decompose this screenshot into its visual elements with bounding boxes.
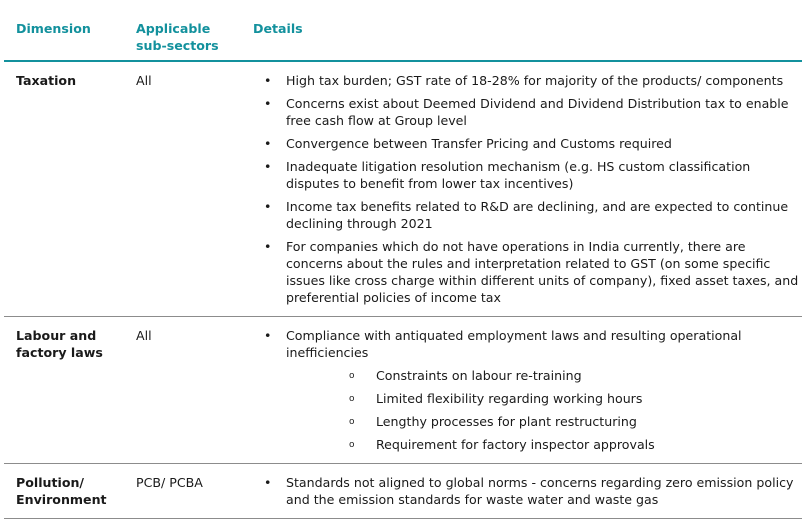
subsectors-cell: All [136, 328, 152, 343]
details-cell [241, 61, 802, 317]
subsectors-cell: PCB/ PCBA [136, 475, 203, 490]
header-subsectors: Applicable sub-sectors [136, 21, 219, 53]
circle-bullet-icon: o [349, 440, 355, 450]
sub-list-item-text: Limited flexibility regarding working hours [376, 391, 643, 406]
bullet-icon: • [264, 73, 272, 88]
list-item [253, 72, 802, 89]
details-cell [241, 317, 802, 464]
bullet-icon: • [264, 328, 272, 343]
list-item-text: Income tax benefits related to R&D are declining, and are expected to continue declining through 2021 [286, 199, 789, 231]
list-item [253, 95, 802, 129]
table-header-row [4, 6, 802, 61]
header-details: Details [253, 21, 303, 36]
dimension-cell: Pollution/ Environment [16, 475, 107, 507]
bullet-icon: • [264, 96, 272, 111]
sub-list-item-text: Constraints on labour re-training [376, 368, 582, 383]
list-item-text: Compliance with antiquated employment laws and resulting operational inefficiencies [286, 328, 742, 360]
sub-details-list [253, 367, 802, 453]
list-item [253, 158, 802, 192]
details-list [253, 327, 802, 361]
subsectors-cell: All [136, 73, 152, 88]
circle-bullet-icon: o [349, 371, 355, 381]
bullet-icon: • [264, 475, 272, 490]
details-cell [241, 464, 802, 519]
bullet-icon: • [264, 239, 272, 254]
list-item [253, 327, 802, 361]
list-item-text: Standards not aligned to global norms - concerns regarding zero emission policy and the emission standards for waste water and waste gas [286, 475, 794, 507]
regulatory-table [4, 6, 802, 519]
sub-list-item [253, 367, 802, 384]
sub-list-item [253, 436, 802, 453]
list-item [253, 135, 802, 152]
list-item-text: Inadequate litigation resolution mechanism (e.g. HS custom classification disputes to benefit from lower tax incentives) [286, 159, 751, 191]
circle-bullet-icon: o [349, 394, 355, 404]
list-item-text: Convergence between Transfer Pricing and Customs required [286, 136, 672, 151]
list-item-text: Concerns exist about Deemed Dividend and Dividend Distribution tax to enable free cash flow at Group level [286, 96, 789, 128]
dimension-cell: Labour and factory laws [16, 328, 103, 360]
sub-list-item-text: Lengthy processes for plant restructuring [376, 414, 637, 429]
header-dimension: Dimension [16, 21, 91, 36]
table-row-pollution [4, 464, 802, 519]
bullet-icon: • [264, 159, 272, 174]
list-item-text: For companies which do not have operations in India currently, there are concerns about the rules and interpretation related to GST (on some specific issues like cross charge within different units of company), fixed asset taxes, and preferential policies of income tax [286, 239, 799, 305]
list-item-text: High tax burden; GST rate of 18-28% for majority of the products/ components [286, 73, 784, 88]
details-list [253, 72, 802, 306]
circle-bullet-icon: o [349, 417, 355, 427]
sub-list-item [253, 413, 802, 430]
list-item [253, 198, 802, 232]
sub-list-item-text: Requirement for factory inspector approvals [376, 437, 655, 452]
table-row-taxation [4, 61, 802, 317]
table-row-labour [4, 317, 802, 464]
sub-list-item [253, 390, 802, 407]
dimension-cell: Taxation [16, 73, 77, 88]
list-item [253, 238, 802, 306]
bullet-icon: • [264, 199, 272, 214]
bullet-icon: • [264, 136, 272, 151]
document-page [0, 6, 806, 509]
